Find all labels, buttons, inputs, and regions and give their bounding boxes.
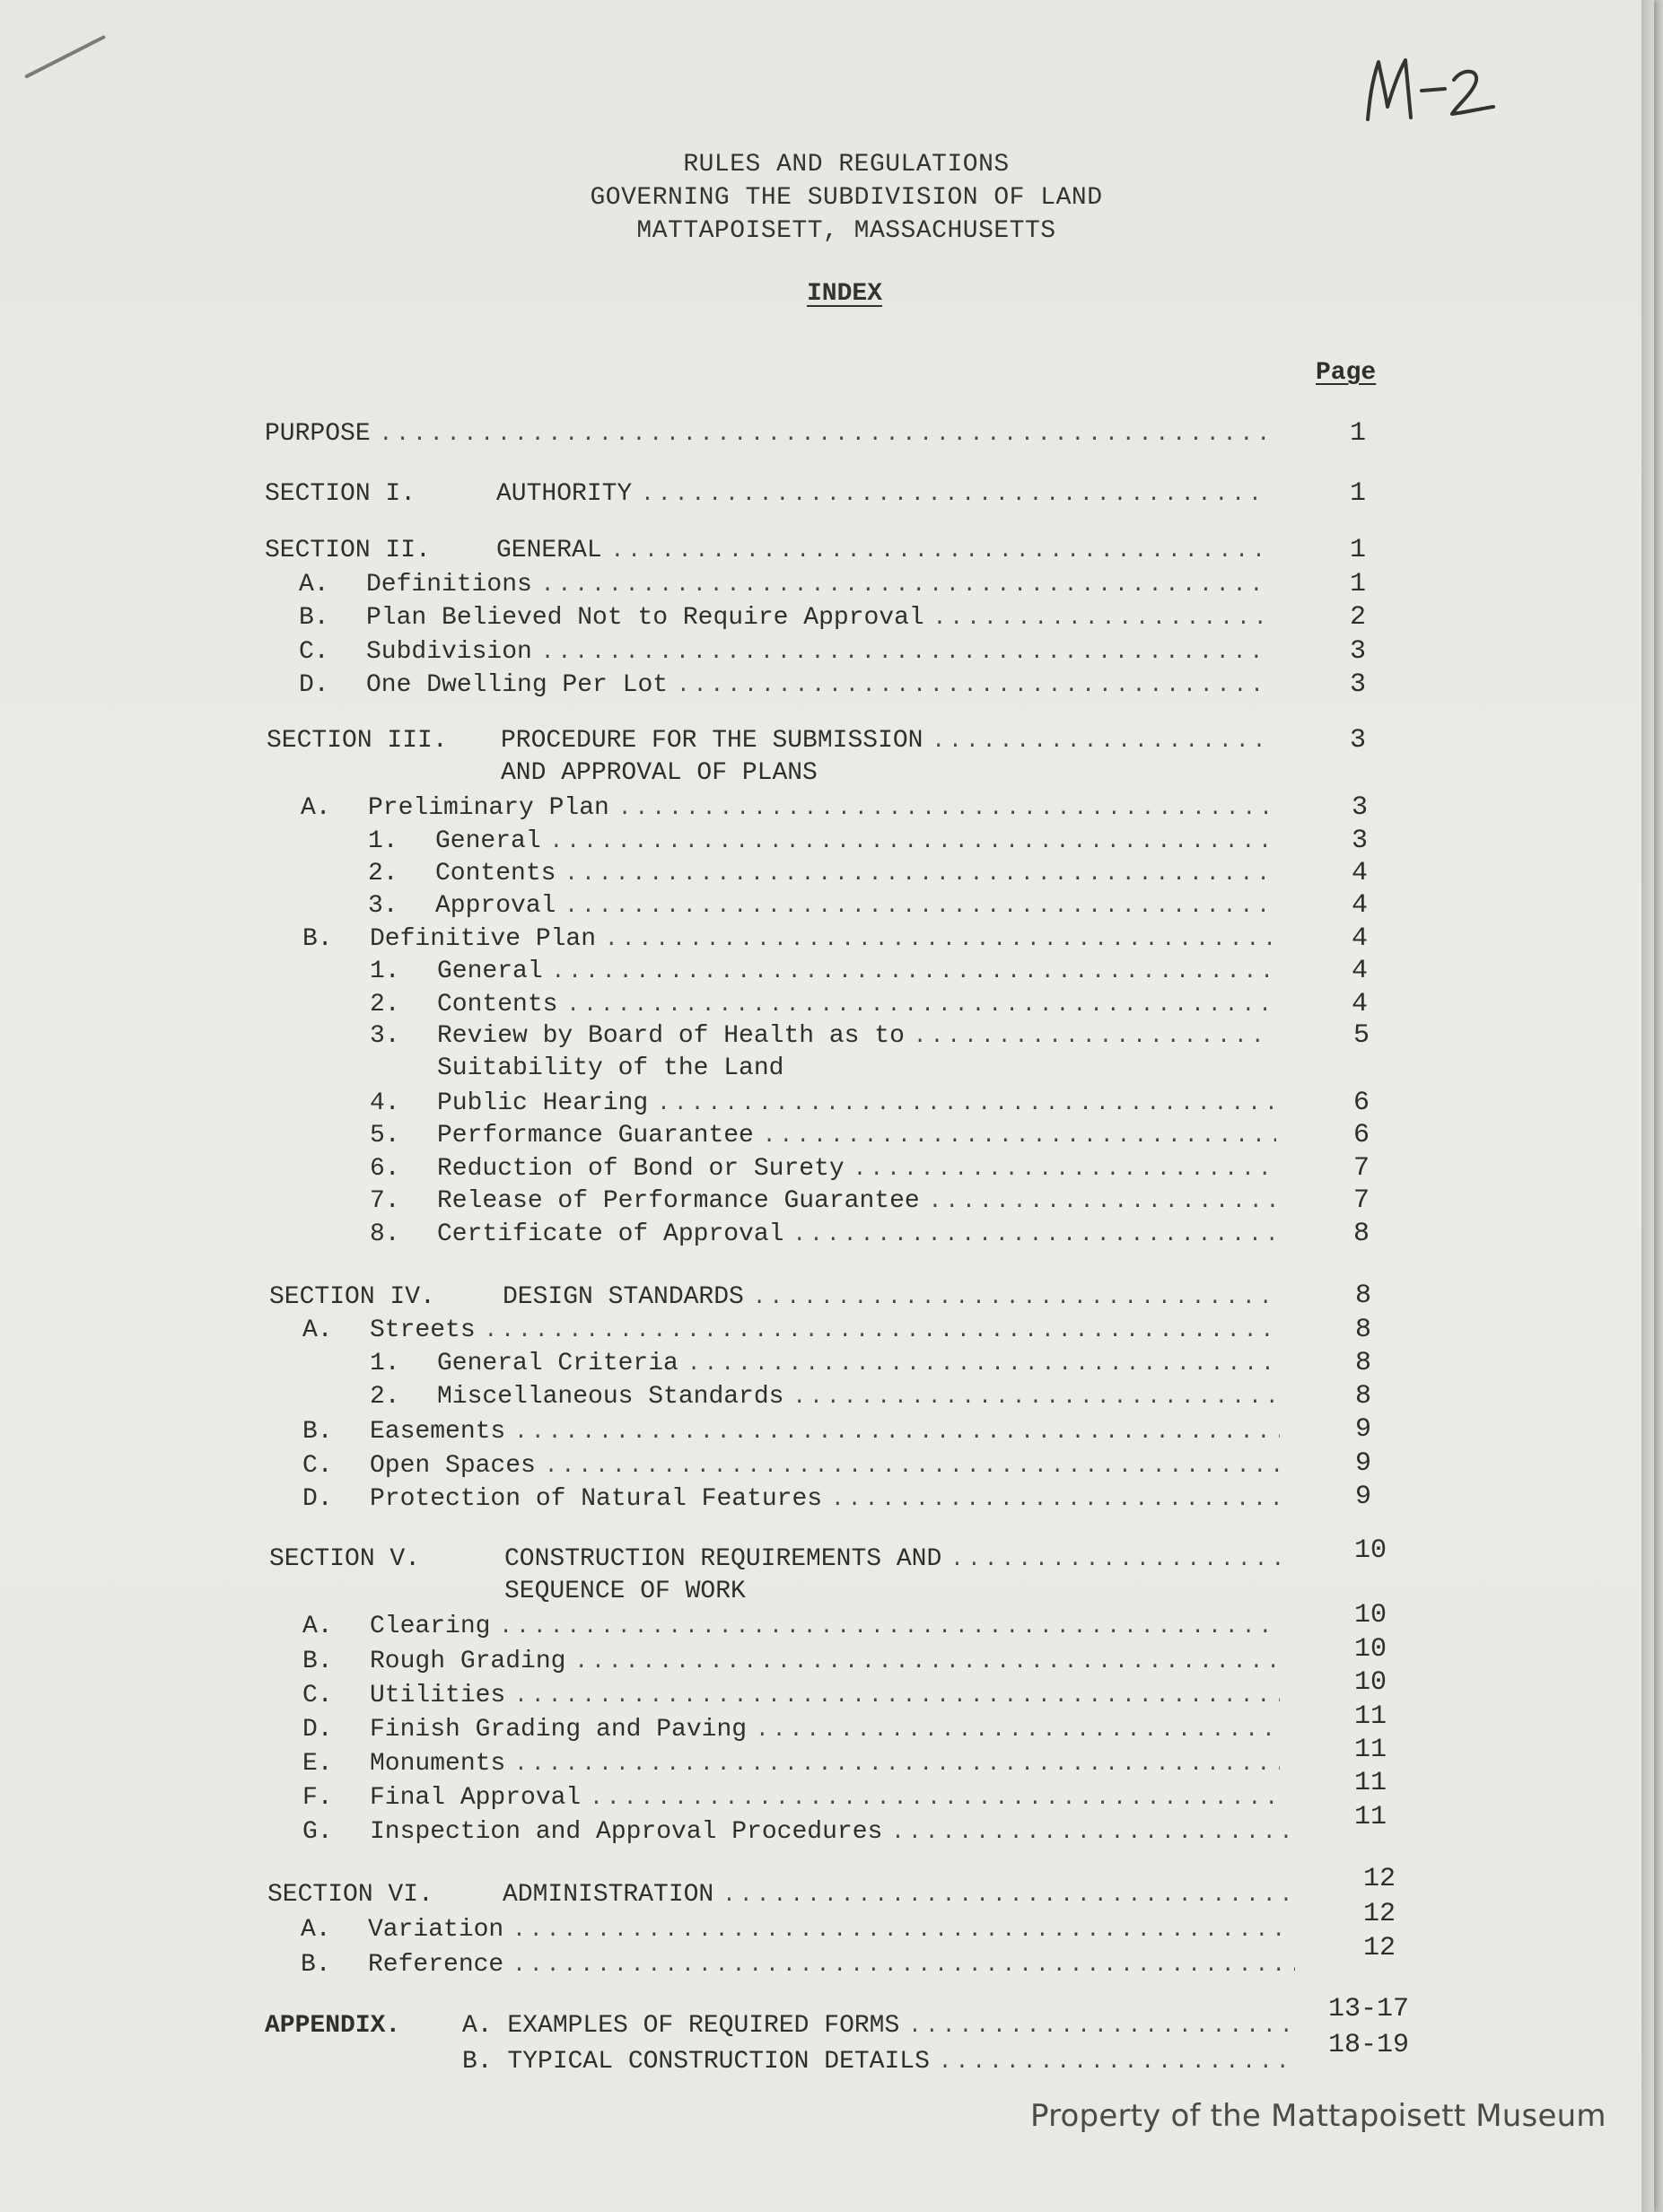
entry-title: Reduction of Bond or Surety <box>437 1155 845 1183</box>
entry-title: Inspection and Approval Procedures <box>370 1818 883 1846</box>
toc-entry-3a2 <box>368 860 1270 894</box>
entry-title: Certificate of Approval <box>437 1220 784 1248</box>
page-number: 8 <box>1354 1281 1371 1311</box>
entry-number: C. <box>302 1682 333 1709</box>
page-number: 8 <box>1354 1315 1371 1345</box>
entry-title: Clearing <box>370 1613 491 1640</box>
entry-title-continued: AND APPROVAL OF PLANS <box>501 759 818 787</box>
entry-number: A. <box>302 1613 333 1640</box>
entry-number: D. <box>299 671 329 699</box>
leader-dots <box>932 730 1270 754</box>
leader-dots <box>574 1650 1280 1674</box>
page-number: 11 <box>1353 1768 1387 1798</box>
entry-number: B. <box>302 1648 333 1675</box>
page-number: 8 <box>1354 1381 1371 1412</box>
toc-entry-4a <box>302 1316 1278 1351</box>
toc-entry-appendix-b <box>462 2048 1295 2082</box>
page-number: 12 <box>1362 1864 1396 1894</box>
toc-entry-3b8 <box>370 1220 1278 1255</box>
section-label: SECTION III. <box>267 727 448 755</box>
entry-title: Streets <box>370 1316 476 1344</box>
page-number: 4 <box>1351 923 1368 954</box>
entry-number: 3. <box>370 1022 400 1050</box>
entry-title: Variation <box>368 1916 504 1944</box>
toc-entry-appendix-a <box>265 2012 1295 2046</box>
leader-dots <box>541 641 1268 665</box>
leader-dots <box>512 1919 1293 1943</box>
leader-dots <box>687 1352 1278 1377</box>
entry-number: A. <box>301 794 331 822</box>
entry-title: Miscellaneous Standards <box>437 1383 784 1411</box>
toc-entry-2b <box>299 604 1268 638</box>
entry-title: Performance Guarantee <box>437 1122 754 1150</box>
toc-entry-4a2 <box>370 1383 1278 1417</box>
entry-title: One Dwelling Per Lot <box>366 671 669 699</box>
entry-number: 2. <box>368 860 398 887</box>
entry-number: A. <box>299 571 329 599</box>
page-number: 6 <box>1352 1088 1370 1118</box>
toc-entry-3b4 <box>370 1089 1276 1123</box>
toc-entry-3b2 <box>370 991 1272 1025</box>
leader-dots <box>756 1718 1280 1743</box>
page-number: 10 <box>1353 1600 1387 1631</box>
leader-dots <box>611 539 1268 564</box>
leader-dots <box>605 928 1272 952</box>
leader-dots <box>722 1884 1293 1908</box>
toc-entry-3b <box>302 925 1272 959</box>
leader-dots <box>657 1092 1276 1116</box>
page-number: 10 <box>1353 1634 1387 1665</box>
entry-number: B. <box>302 925 333 953</box>
page-number: 2 <box>1349 602 1366 633</box>
entry-title: Subdivision <box>366 638 532 666</box>
page-number: 4 <box>1351 989 1368 1019</box>
page-number: 9 <box>1354 1448 1371 1479</box>
toc-entry-3b6 <box>370 1155 1276 1189</box>
entry-title: PROCEDURE FOR THE SUBMISSION <box>501 727 923 755</box>
header-line-1: RULES AND REGULATIONS <box>683 151 1010 179</box>
toc-entry-6b <box>301 1951 1295 1985</box>
toc-entry-section-1 <box>265 480 1268 514</box>
leader-dots <box>677 674 1268 698</box>
entry-number: F. <box>302 1784 333 1812</box>
entry-title: Approval <box>435 892 556 920</box>
leader-dots <box>753 1286 1278 1310</box>
toc-entry-3b5 <box>370 1122 1276 1156</box>
entry-number: 1. <box>370 957 400 985</box>
entry-title: Preliminary Plan <box>368 794 609 822</box>
page-number: 3 <box>1349 725 1366 756</box>
page-number: 3 <box>1351 792 1368 823</box>
entry-title: Rough Grading <box>370 1648 566 1675</box>
toc-entry-section-5 <box>269 1545 1280 1579</box>
leader-dots <box>512 1954 1295 1978</box>
page-number: 13-17 <box>1327 1994 1409 2024</box>
page-number: 7 <box>1352 1185 1370 1216</box>
page-number: 6 <box>1352 1120 1370 1150</box>
page-number: 10 <box>1353 1535 1387 1566</box>
toc-entry-section-2 <box>265 537 1268 571</box>
entry-title-continued: SEQUENCE OF WORK <box>504 1578 746 1605</box>
entry-number: C. <box>302 1452 333 1480</box>
page-number: 9 <box>1354 1482 1371 1512</box>
entry-title: Public Hearing <box>437 1089 649 1117</box>
entry-title: Final Approval <box>370 1784 582 1812</box>
page-column-header: Page <box>1316 359 1377 387</box>
leader-dots <box>499 1615 1280 1639</box>
entry-number: 4. <box>370 1089 400 1117</box>
toc-entry-4a1 <box>370 1350 1278 1384</box>
section-label: SECTION II. <box>265 537 431 564</box>
entry-number: A. <box>302 1316 333 1344</box>
page-number: 11 <box>1353 1735 1387 1765</box>
entry-title: Reference <box>368 1951 504 1979</box>
entry-title: Plan Believed Not to Require Approval <box>366 604 924 632</box>
entry-title: Monuments <box>370 1750 506 1778</box>
leader-dots <box>763 1124 1276 1149</box>
page-number: 7 <box>1352 1153 1370 1184</box>
toc-entry-2a <box>299 571 1268 605</box>
toc-entry-5f <box>302 1784 1280 1818</box>
leader-dots <box>950 1548 1280 1572</box>
entry-title: Review by Board of Health as to <box>437 1022 905 1050</box>
entry-title: B. TYPICAL CONSTRUCTION DETAILS <box>462 2048 930 2076</box>
page-number: 11 <box>1353 1802 1387 1832</box>
toc-entry-3a3 <box>368 892 1270 926</box>
museum-watermark: Property of the Mattapoisett Museum <box>1030 2098 1606 2134</box>
leader-dots <box>380 423 1268 447</box>
leader-dots <box>908 2015 1295 2039</box>
page-number: 9 <box>1354 1414 1371 1445</box>
leader-dots <box>831 1488 1280 1512</box>
entry-number: D. <box>302 1716 333 1744</box>
toc-entry-5a <box>302 1613 1280 1647</box>
toc-entry-5g <box>302 1818 1293 1852</box>
entry-number: B. <box>302 1418 333 1446</box>
section-label: APPENDIX. <box>265 2012 401 2040</box>
page-number: 8 <box>1352 1219 1370 1249</box>
leader-dots <box>485 1319 1278 1343</box>
leader-dots <box>929 1190 1276 1214</box>
section-label: SECTION VI. <box>267 1881 433 1909</box>
header-line-2: GOVERNING THE SUBDIVISION OF LAND <box>590 184 1103 212</box>
toc-entry-5d <box>302 1716 1280 1750</box>
leader-dots <box>891 1821 1293 1845</box>
entry-number: E. <box>302 1750 333 1778</box>
toc-entry-3b3 <box>370 1022 1272 1056</box>
entry-title: AUTHORITY <box>496 480 633 508</box>
entry-title: Release of Performance Guarantee <box>437 1187 920 1215</box>
entry-number: C. <box>299 638 329 666</box>
leader-dots <box>566 993 1272 1018</box>
toc-entry-5b <box>302 1648 1280 1682</box>
toc-entry-6a <box>301 1916 1293 1950</box>
entry-number: 8. <box>370 1220 400 1248</box>
leader-dots <box>641 483 1268 507</box>
toc-entry-3a1 <box>368 827 1270 861</box>
page-number: 1 <box>1349 569 1366 599</box>
entry-title: Definitions <box>366 571 532 599</box>
leader-dots <box>618 797 1270 821</box>
page-number: 3 <box>1349 636 1366 667</box>
leader-dots <box>545 1455 1280 1479</box>
toc-entry-2c <box>299 638 1268 672</box>
leader-dots <box>914 1025 1272 1049</box>
toc-entry-purpose <box>265 420 1268 454</box>
leader-dots <box>792 1223 1278 1247</box>
entry-title: Definitive Plan <box>370 925 597 953</box>
entry-number: D. <box>302 1485 333 1513</box>
entry-title: ADMINISTRATION <box>503 1881 714 1909</box>
page-number: 8 <box>1354 1348 1371 1378</box>
toc-entry-5e <box>302 1750 1280 1784</box>
section-label: SECTION I. <box>265 480 416 508</box>
page-number: 1 <box>1349 418 1366 449</box>
page-number: 4 <box>1351 890 1368 921</box>
page-number: 1 <box>1349 535 1366 565</box>
leader-dots <box>552 960 1272 984</box>
toc-entry-4d <box>302 1485 1280 1519</box>
page-number: 3 <box>1351 826 1368 856</box>
leader-dots <box>590 1787 1280 1811</box>
toc-entry-section-3 <box>267 727 1270 761</box>
entry-number: 7. <box>370 1187 400 1215</box>
entry-number: 6. <box>370 1155 400 1183</box>
page-number: 4 <box>1351 858 1368 888</box>
entry-title: Contents <box>435 860 556 887</box>
toc-entry-3b1 <box>370 957 1272 992</box>
entry-number: 1. <box>368 827 398 855</box>
entry-number: 2. <box>370 1383 400 1411</box>
entry-title: General <box>437 957 543 985</box>
entry-title: Utilities <box>370 1682 506 1709</box>
toc-entry-5c <box>302 1682 1280 1716</box>
index-title: INDEX <box>806 280 882 308</box>
page-number: 10 <box>1353 1667 1387 1698</box>
entry-number: 5. <box>370 1122 400 1150</box>
leader-dots <box>792 1386 1278 1410</box>
toc-entry-section-6 <box>267 1881 1293 1915</box>
toc-entry-2d <box>299 671 1268 705</box>
entry-number: 1. <box>370 1350 400 1377</box>
entry-title: Protection of Natural Features <box>370 1485 823 1513</box>
entry-title: CONSTRUCTION REQUIREMENTS AND <box>504 1545 942 1573</box>
page-number: 18-19 <box>1327 2030 1409 2060</box>
entry-number: A. <box>301 1916 331 1944</box>
entry-title-continued: Suitability of the Land <box>437 1054 784 1082</box>
section-label: SECTION IV. <box>269 1283 435 1311</box>
leader-dots <box>541 573 1268 598</box>
leader-dots <box>853 1158 1276 1182</box>
page-number: 12 <box>1362 1899 1396 1929</box>
page-number: 4 <box>1351 956 1368 986</box>
entry-title: Open Spaces <box>370 1452 536 1480</box>
entry-title: PURPOSE <box>265 420 371 448</box>
leader-dots <box>565 862 1270 887</box>
header-line-3: MATTAPOISETT, MASSACHUSETTS <box>636 217 1056 245</box>
toc-entry-section-4 <box>269 1283 1278 1317</box>
leader-dots <box>565 895 1270 919</box>
entry-number: B. <box>301 1951 331 1979</box>
toc-entry-3b7 <box>370 1187 1276 1221</box>
toc-entry-4c <box>302 1452 1280 1486</box>
entry-title: Contents <box>437 991 558 1019</box>
entry-number: 2. <box>370 991 400 1019</box>
entry-number: G. <box>302 1818 333 1846</box>
leader-dots <box>933 607 1268 631</box>
section-label: SECTION V. <box>269 1545 421 1573</box>
entry-title: A. EXAMPLES OF REQUIRED FORMS <box>462 2012 900 2040</box>
leader-dots <box>514 1684 1280 1709</box>
leader-dots <box>514 1753 1280 1777</box>
entry-title: General <box>435 827 541 855</box>
entry-title: Finish Grading and Paving <box>370 1716 748 1744</box>
leader-dots <box>514 1421 1280 1445</box>
page-number: 3 <box>1349 669 1366 700</box>
entry-number: B. <box>299 604 329 632</box>
entry-title: GENERAL <box>496 537 602 564</box>
entry-title: DESIGN STANDARDS <box>503 1283 744 1311</box>
page-number: 5 <box>1352 1020 1370 1051</box>
toc-entry-4b <box>302 1418 1280 1452</box>
entry-title: General Criteria <box>437 1350 678 1377</box>
leader-dots <box>939 2050 1295 2075</box>
page-number: 1 <box>1349 478 1366 509</box>
toc-entry-3a <box>301 794 1270 828</box>
page-number: 11 <box>1353 1701 1387 1732</box>
page-number: 12 <box>1362 1933 1396 1963</box>
entry-number: 3. <box>368 892 398 920</box>
entry-title: Easements <box>370 1418 506 1446</box>
leader-dots <box>550 830 1270 854</box>
